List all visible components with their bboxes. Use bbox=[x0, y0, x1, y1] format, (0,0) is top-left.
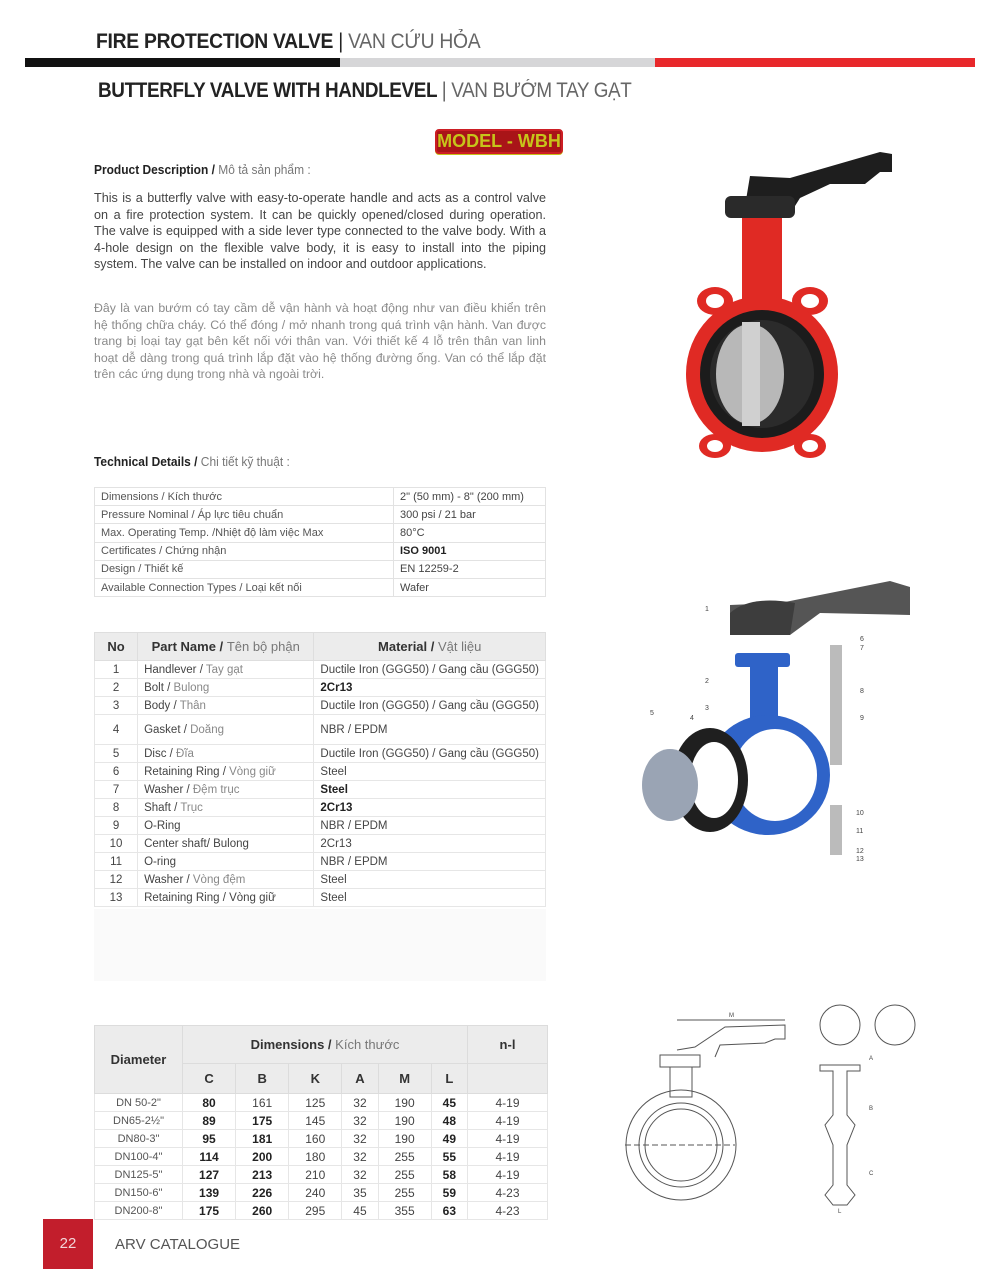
col-diameter: Diameter bbox=[95, 1026, 183, 1094]
table-row: 8 Shaft / Trục 2Cr13 bbox=[95, 799, 546, 817]
spec-label: Design / Thiết kế bbox=[95, 560, 394, 578]
svg-text:6: 6 bbox=[860, 636, 864, 643]
spec-value: 80°C bbox=[394, 524, 546, 542]
table-row bbox=[95, 578, 546, 596]
product-title: BUTTERFLY VALVE WITH HANDLEVEL | VAN BƯỚM TAY GẠT bbox=[98, 79, 632, 102]
spec-value: Wafer bbox=[394, 578, 546, 596]
svg-text:L: L bbox=[838, 1209, 842, 1215]
svg-text:C: C bbox=[869, 1171, 874, 1177]
table-row: DN125-5" 127 213 210 32 255 58 4-19 bbox=[95, 1166, 548, 1184]
table-row: 11 O-ring NBR / EPDM bbox=[95, 853, 546, 871]
technical-drawing bbox=[625, 995, 925, 1215]
spec-label: Max. Operating Temp. /Nhiệt độ làm việc Max bbox=[95, 524, 394, 542]
spec-value: 300 psi / 21 bar bbox=[394, 506, 546, 524]
svg-text:3: 3 bbox=[705, 705, 709, 712]
table-row: 2 Bolt / Bulong 2Cr13 bbox=[95, 679, 546, 697]
col-nl: n-l bbox=[468, 1026, 548, 1064]
spec-label: Dimensions / Kích thước bbox=[95, 488, 394, 506]
technical-details-table bbox=[94, 487, 546, 597]
table-row: 13 Retaining Ring / Vòng giữ Steel bbox=[95, 889, 546, 907]
table-row bbox=[95, 488, 546, 506]
table-subheader: C B K A M L bbox=[95, 1064, 548, 1094]
svg-text:B: B bbox=[869, 1106, 874, 1112]
table-row: 3 Body / Thân Ductile Iron (GGG50) / Gang cầu (GGG50) bbox=[95, 697, 546, 715]
table-header bbox=[95, 633, 546, 661]
parts-table bbox=[94, 632, 546, 907]
dimensions-table bbox=[94, 1025, 548, 1220]
valve-photo bbox=[680, 146, 910, 466]
svg-text:1: 1 bbox=[705, 606, 709, 613]
table-row: DN65-2½" 89 175 145 32 190 48 4-19 bbox=[95, 1112, 548, 1130]
table-row: DN100-4" 114 200 180 32 255 55 4-19 bbox=[95, 1148, 548, 1166]
table-header bbox=[95, 1026, 548, 1064]
svg-text:A: A bbox=[869, 1056, 874, 1062]
svg-text:2: 2 bbox=[705, 678, 709, 685]
heading-en: Product Description / bbox=[94, 162, 215, 177]
table-row: 1 Handlever / Tay gạt Ductile Iron (GGG50) / Gang cầu (GGG50) bbox=[95, 661, 546, 679]
subtitle-vi: VAN BƯỚM TAY GẠT bbox=[451, 79, 632, 102]
table-row: 10 Center shaft/ Bulong 2Cr13 bbox=[95, 835, 546, 853]
spec-value: EN 12259-2 bbox=[394, 560, 546, 578]
col-part-name: Part Name / Tên bộ phận bbox=[138, 633, 314, 661]
spec-value: ISO 9001 bbox=[394, 542, 546, 560]
table-row bbox=[95, 506, 546, 524]
spec-value: 2" (50 mm) - 8" (200 mm) bbox=[394, 488, 546, 506]
table-row: 5 Disc / Đĩa Ductile Iron (GGG50) / Gang cầu (GGG50) bbox=[95, 745, 546, 763]
spec-label: Certificates / Chứng nhận bbox=[95, 542, 394, 560]
page-title bbox=[96, 30, 480, 54]
table-row: 7 Washer / Đệm trục Steel bbox=[95, 781, 546, 799]
table-row bbox=[95, 542, 546, 560]
title-vi: VAN CỨU HỎA bbox=[348, 30, 481, 53]
spec-label: Available Connection Types / Loại kết nối bbox=[95, 578, 394, 596]
table-row: 4 Gasket / Doăng NBR / EPDM bbox=[95, 715, 546, 745]
heading-vi: Mô tả sản phẩm : bbox=[218, 162, 311, 177]
svg-text:12: 12 bbox=[856, 848, 864, 855]
svg-text:13: 13 bbox=[856, 856, 864, 863]
header-bar-red bbox=[655, 58, 975, 67]
table-row: DN150-6" 139 226 240 35 255 59 4-23 bbox=[95, 1184, 548, 1202]
table-row bbox=[95, 524, 546, 542]
exploded-view-diagram bbox=[630, 575, 915, 865]
heading-en: Technical Details / bbox=[94, 454, 198, 469]
page-number: 22 bbox=[43, 1219, 93, 1269]
svg-text:9: 9 bbox=[860, 715, 864, 722]
catalogue-label: ARV CATALOGUE bbox=[115, 1236, 241, 1253]
description-vi: Đây là van bướm có tay cầm dễ vận hành và hoạt động như van điều khiển trên hệ thống chữa cháy. Có thể đóng / mở nhanh trong quá trình vận hành. Van được trang bị loại tay gạt bên kết nối với thân van. Với thiết kế 4 lỗ trên thân van linh hoạt dễ dàng trong quá trình lắp đặt vào hệ thống đường ống. Van có thể lắp đặt trên các ứng dụng trong nhà và ngoài trời. bbox=[94, 301, 546, 382]
heading-vi: Chi tiết kỹ thuật : bbox=[200, 454, 290, 469]
title-separator: | bbox=[338, 30, 344, 53]
blank-panel bbox=[94, 909, 546, 981]
description-en: This is a butterfly valve with easy-to-operate handle and acts as a control valve on a fire protection system. It can be quickly opened/closed during operation. The valve is equipped with a side lever type connected to the valve body. With a 4-hole design on the flexible valve body, it is easy to install into the piping system. The valve can be installed on indoor and outdoor applications. bbox=[94, 191, 546, 272]
table-row: 9 O-Ring NBR / EPDM bbox=[95, 817, 546, 835]
subtitle-en: BUTTERFLY VALVE WITH HANDLEVEL bbox=[98, 79, 437, 102]
svg-text:5: 5 bbox=[650, 710, 654, 717]
svg-text:7: 7 bbox=[860, 645, 864, 652]
svg-text:8: 8 bbox=[860, 688, 864, 695]
header-bar-black bbox=[25, 58, 340, 67]
col-material: Material / Vật liệu bbox=[314, 633, 546, 661]
table-row: 6 Retaining Ring / Vòng giữ Steel bbox=[95, 763, 546, 781]
table-row bbox=[95, 560, 546, 578]
table-row: DN 50-2" 80 161 125 32 190 45 4-19 bbox=[95, 1094, 548, 1112]
col-no: No bbox=[95, 633, 138, 661]
col-dimensions: Dimensions / Kích thước bbox=[183, 1026, 468, 1064]
model-badge: MODEL - WBH bbox=[435, 129, 563, 154]
table-row: 12 Washer / Vòng đệm Steel bbox=[95, 871, 546, 889]
technical-details-heading bbox=[94, 454, 290, 469]
title-en: FIRE PROTECTION VALVE bbox=[96, 30, 334, 53]
svg-text:11: 11 bbox=[856, 828, 864, 835]
svg-text:10: 10 bbox=[856, 810, 864, 817]
table-row: DN200-8" 175 260 295 45 355 63 4-23 bbox=[95, 1202, 548, 1220]
header-bar-grey bbox=[340, 58, 655, 67]
spec-label: Pressure Nominal / Áp lực tiêu chuẩn bbox=[95, 506, 394, 524]
table-row: DN80-3" 95 181 160 32 190 49 4-19 bbox=[95, 1130, 548, 1148]
svg-text:M: M bbox=[729, 1013, 734, 1019]
product-description-heading bbox=[94, 162, 311, 177]
svg-text:4: 4 bbox=[690, 715, 694, 722]
